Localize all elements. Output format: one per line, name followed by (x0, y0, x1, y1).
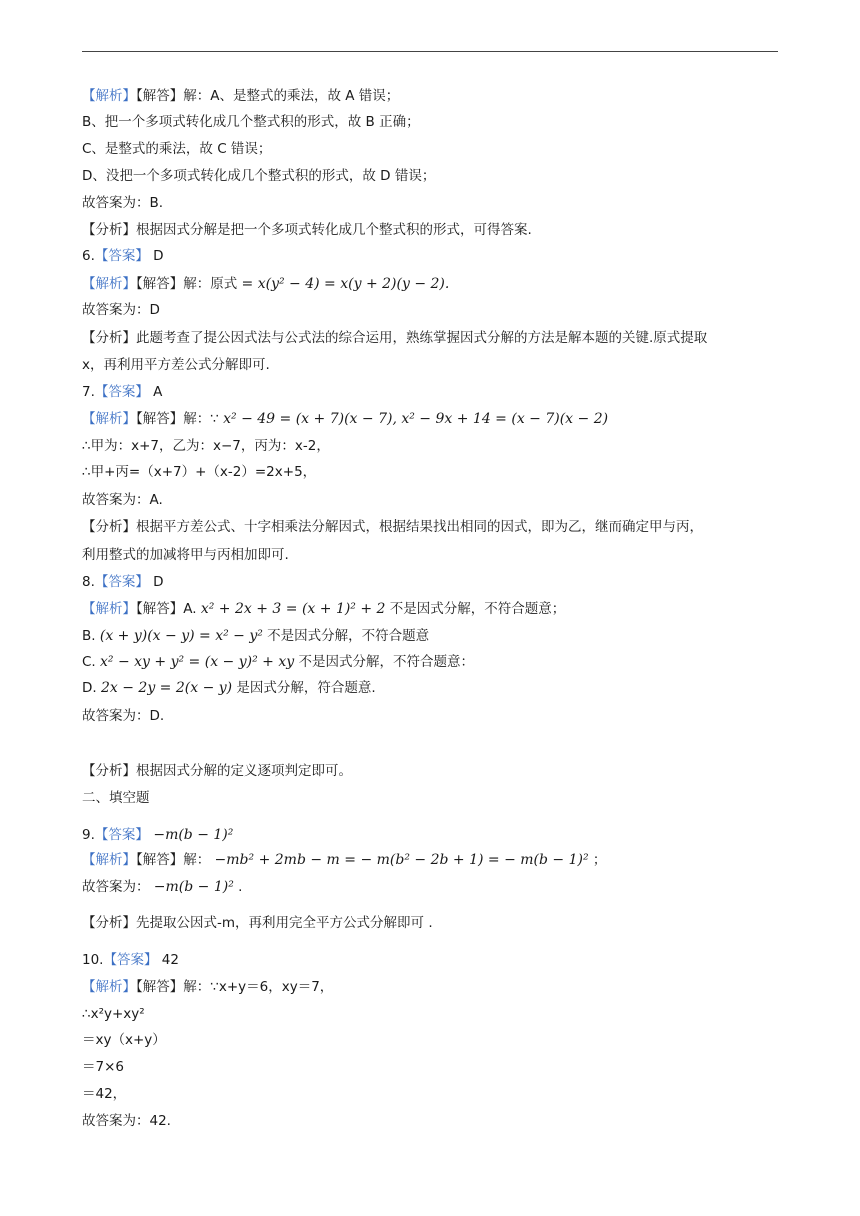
section-tag: 【答案】 (103, 952, 158, 968)
line-text: ＝42， (82, 1086, 127, 1102)
line-text: B. (82, 628, 100, 644)
line-text: ∴甲为：x+7，乙为：x−7，丙为：x-2， (82, 438, 330, 454)
math-expression: −m(b − 1)² (148, 827, 234, 843)
section-tag: 【解析】 (82, 852, 136, 868)
line-text: A (148, 384, 163, 400)
text-line (82, 300, 160, 320)
line-text: 【解答】A. (136, 601, 201, 617)
text-line (82, 328, 707, 348)
line-text: 【解答】解：A、是整式的乘法，故 A 错误； (136, 88, 400, 104)
text-line (82, 761, 352, 781)
text-line (82, 246, 164, 266)
line-text: 42 (157, 952, 179, 968)
section-tag: 【解析】 (82, 276, 136, 292)
text-line (82, 877, 242, 897)
line-text: x，再利用平方差公式分解即可. (82, 357, 270, 373)
line-text-suffix: 是因式分解，符合题意. (232, 680, 376, 696)
question-number: 8. (82, 574, 95, 590)
line-text: 故答案为：D (82, 302, 160, 318)
text-line (82, 112, 420, 132)
line-text: 【分析】根据因式分解的定义逐项判定即可。 (82, 763, 352, 779)
math-expression: x² − xy + y² = (x − y)² + xy (100, 654, 295, 670)
line-text: 【分析】先提取公因式-m，再利用完全平方公式分解即可 . (82, 915, 433, 931)
line-text: 【分析】根据平方差公式、十字相乘法分解因式，根据结果找出相同的因式，即为乙，继而确定甲与丙， (82, 519, 703, 535)
text-line (82, 1057, 124, 1077)
line-text: 【分析】此题考查了提公因式法与公式法的综合运用，熟练掌握因式分解的方法是解本题的关键.原式提取 (82, 330, 708, 346)
math-expression: (x + y)(x − y) = x² − y² (99, 628, 263, 644)
text-line (82, 490, 163, 510)
line-text: 二、填空题 (82, 790, 150, 806)
line-text: D (148, 248, 164, 264)
text-line (82, 462, 316, 482)
line-text: C. (82, 654, 101, 670)
text-line (82, 139, 271, 159)
line-text: 【解答】解：∵x+y＝6，xy＝7， (136, 979, 334, 995)
line-text-suffix: 不是因式分解，不符合题意： (294, 654, 474, 670)
text-line (82, 572, 164, 592)
line-text: ＝xy（x+y） (82, 1032, 166, 1048)
line-text-suffix: 不是因式分解，不符合题意 (262, 628, 430, 644)
text-line (82, 382, 162, 402)
text-line (82, 274, 449, 294)
section-tag: 【解析】 (82, 411, 136, 427)
math-expression: −mb² + 2mb − m = − m(b² − 2b + 1) = − m(b − 1)² (214, 852, 589, 868)
text-line (82, 788, 150, 808)
math-expression: −m(b − 1)² (153, 879, 234, 895)
text-line (82, 545, 289, 565)
line-text: ＝7×6 (82, 1059, 124, 1075)
text-line (82, 1030, 166, 1050)
section-tag: 【解析】 (82, 88, 136, 104)
line-text: D、没把一个多项式转化成几个整式积的形式，故 D 错误； (82, 168, 436, 184)
question-number: 6. (82, 248, 95, 264)
text-line (82, 1111, 171, 1131)
text-line (82, 166, 435, 186)
text-line (82, 950, 179, 970)
line-text: 【分析】根据因式分解是把一个多项式转化成几个整式积的形式，可得答案. (82, 222, 532, 238)
line-text: 故答案为：B. (82, 195, 164, 211)
math-expression: 2x − 2y = 2(x − y) (100, 680, 233, 696)
section-tag: 【解析】 (82, 601, 136, 617)
math-expression: x² − 49 = (x + 7)(x − 7), x² − 9x + 14 = (x − 7)(x − 2) (223, 411, 609, 427)
line-text-suffix: . (233, 879, 243, 895)
text-line (82, 193, 163, 213)
line-text: 故答案为： (82, 879, 154, 895)
text-line (82, 652, 474, 672)
line-text-suffix: 不是因式分解，不符合题意； (385, 601, 566, 617)
line-text: B、把一个多项式转化成几个整式积的形式，故 B 正确； (82, 114, 420, 130)
text-line (82, 220, 532, 240)
question-number: 10. (82, 952, 104, 968)
line-text: 【解答】解：原式 (136, 276, 242, 292)
text-line (82, 517, 703, 537)
text-line (82, 86, 399, 106)
section-tag: 【答案】 (94, 384, 149, 400)
line-text: ∴甲+丙=（x+7）+（x-2）=2x+5， (82, 464, 317, 480)
text-line (82, 626, 429, 646)
text-line (82, 1004, 145, 1024)
line-text: 【解答】解： (136, 852, 215, 868)
line-text: ∴x²y+xy² (82, 1006, 145, 1022)
line-text: 利用整式的加减将甲与丙相加即可. (82, 547, 289, 563)
question-number: 7. (82, 384, 95, 400)
line-text: 故答案为：D. (82, 708, 165, 724)
math-expression: x² + 2x + 3 = (x + 1)² + 2 (200, 601, 386, 617)
text-line (82, 977, 333, 997)
section-tag: 【答案】 (94, 248, 149, 264)
line-text: 故答案为：42. (82, 1113, 171, 1129)
text-line (82, 706, 164, 726)
line-text-suffix: ； (588, 852, 607, 868)
section-tag: 【答案】 (94, 827, 149, 843)
section-tag: 【解析】 (82, 979, 136, 995)
question-number: 9. (82, 827, 95, 843)
line-text: D. (82, 680, 101, 696)
text-line (82, 913, 433, 933)
header-rule (82, 51, 778, 52)
text-line (82, 355, 270, 375)
math-expression: = x(y² − 4) = x(y + 2)(y − 2). (241, 276, 450, 292)
text-line (82, 409, 608, 429)
line-text: C、是整式的乘法，故 C 错误； (82, 141, 272, 157)
line-text: 【解答】解：∵ (136, 411, 224, 427)
section-tag: 【答案】 (94, 574, 149, 590)
text-line (82, 599, 565, 619)
text-line (82, 436, 330, 456)
line-text: D (148, 574, 164, 590)
text-line (82, 1084, 126, 1104)
text-line (82, 825, 233, 845)
text-line (82, 850, 606, 870)
line-text: 故答案为：A. (82, 492, 163, 508)
text-line (82, 678, 376, 698)
